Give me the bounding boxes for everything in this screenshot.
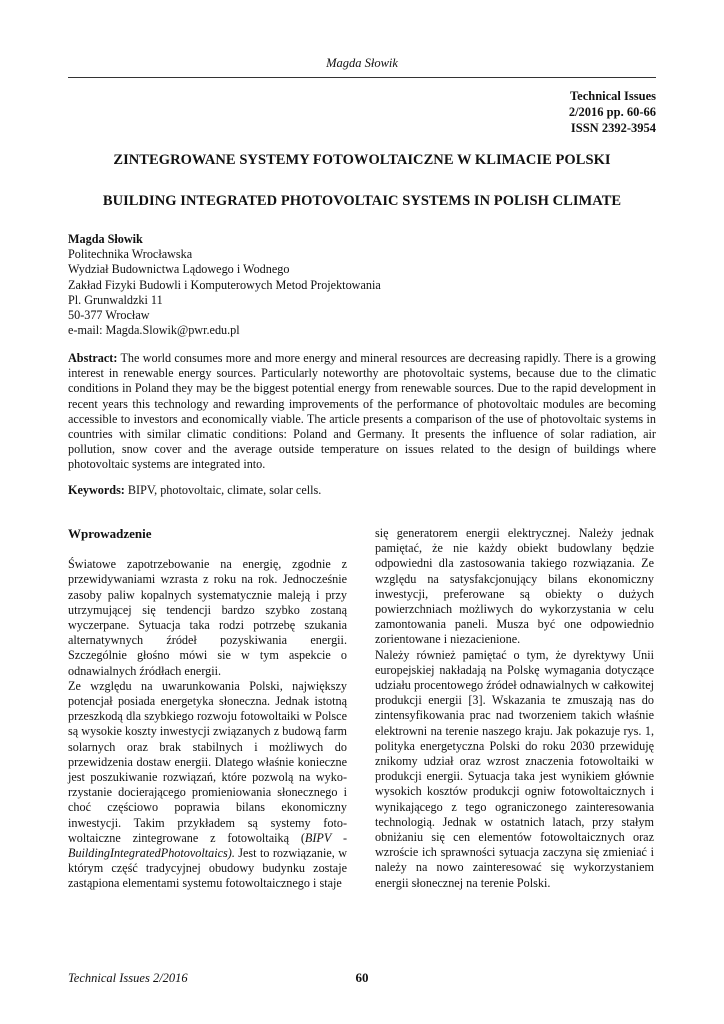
abstract-text: The world consumes more and more energy and mineral resources are decreasing rapidly. There is a growing interest in renewable energy sources. Particularly noteworthy are photovoltaic systems, because due to the climatic conditions in Poland they may be the biggest potential energy from renewable sources. Due to the rapid development in recent years this technology and rewarding improvements of the performance of photovoltaic modules are becoming accessible to investors and economically viable. The article presents a comparison of the use of photovoltaic systems in countries with similar climatic conditions: Poland and Germany. It presents the influence of solar radiation, air pollution, snow cover and the average outside temperature on issues related to the design of buildings where photovoltaic systems are integrated into. — [68, 351, 656, 472]
header-rule — [68, 77, 656, 78]
abstract-label: Abstract: — [68, 351, 118, 365]
footer-journal-issue: Technical Issues 2/2016 — [68, 971, 188, 985]
author-email: e-mail: Magda.Slowik@pwr.edu.pl — [68, 323, 240, 338]
paragraph: Światowe zapotrzebowanie na energię, zgodnie z przewidywaniami wzrasta z roku na rok. Jednocześnie zasoby paliw kopalnych systematycznie maleją i przy utrzymującej się tendencji bardzo szybko zostaną wyczerpane. Sytuacja taka rodzi potrzebę szukania alternatywnych źródeł pozyskiwania energii. Szczególnie głośno mówi sie w tym aspekcie o odnawialnych źródłach energii. — [68, 557, 347, 678]
paragraph: Należy również pamiętać o tym, że dyrektywy Unii europejskiej nakładają na Polskę wymagania dotyczące udziału procentowego źródeł odnawialnych w całkowitej produkcji energii [3]. Wskazania te zmuszają nas do zintensyfikowania prac nad tworzeniem takich właśnie elektrowni na terenie naszego kraju. Jak pokazuje rys. 1, polityka energetyczna Polski do roku 2030 przewiduję znikomy udział oraz wzrost znaczenia fotowoltaiki w produkcji energii. Sytuacja taka jest wynikiem głównie wysokich kosztów produkcji ogniw fotowoltaicznych i wynikającego z tego ograniczonego zainteresowania technologią. Jednak w ostatnich latach, przy stałym obniżaniu się cen elementów fotowoltaicznych oraz wzroście ich sprawności sytuacja zaczyna się zmieniać i należy na nowo zainteresować się wykorzystaniem energii słonecznej na terenie Polski. — [375, 647, 654, 890]
page-number: 60 — [355, 970, 369, 985]
affiliation-line: Wydział Budownictwa Lądowego i Wodnego — [68, 262, 290, 277]
author-name: Magda Słowik — [68, 232, 143, 246]
running-head: Magda Słowik — [326, 56, 398, 70]
paragraph-text: Ze względu na uwarunkowania Polski, największy potencjał posiada energetyka słoneczna. Jednak istotną przeszkodą dla szybkiego rozwoju fotowoltaiki w Polsce są wysokie koszty inwestycji związanych z budową farm solarnych oraz brak stabilnych i możliwych do przewidzenia dostaw energii. Dlatego właśnie konieczne jest poszukiwanie rozwiązań, które pozwolą na wyko-rzystanie docierającego promieniowania słonecznego i choć częściowo poprawia bilans ekonomiczny inwestycji. Takim przykładem są systemy foto-woltaiczne zintegrowane z fotowoltaiką ( — [68, 678, 347, 845]
keywords — [68, 483, 656, 498]
affiliation-line: Politechnika Wrocławska — [68, 247, 193, 262]
paragraph-italic: BIPV - BuildingIntegratedPhotovoltaics). — [68, 830, 348, 861]
abstract — [68, 351, 656, 473]
section-heading: Wprowadzenie — [68, 526, 152, 541]
affiliation-line: 50-377 Wrocław — [68, 308, 150, 323]
paragraph-text: Jest to rozwiązanie, w którym część tradycyjnej obudowy budynku zostaje zastąpiona elementami systemu fotowoltaicznego i staje — [68, 846, 347, 891]
affiliation-line: Pl. Grunwaldzki 11 — [68, 292, 163, 307]
journal-issue: 2/2016 pp. 60-66 — [568, 105, 656, 119]
keywords-label: Keywords: — [68, 483, 125, 497]
affiliation-line: Zakład Fizyki Budowli i Komputerowych Metod Projektowania — [68, 277, 381, 292]
journal-issn: ISSN 2392-3954 — [570, 121, 656, 135]
right-column — [375, 526, 654, 891]
journal-info — [569, 88, 656, 136]
author-block — [68, 232, 381, 338]
keywords-text: BIPV, photovoltaic, climate, solar cells. — [127, 483, 322, 497]
paragraph: się generatorem energii elektrycznej. Należy jednak pamiętać, że nie każdy obiekt budowlany będzie odpowiedni dla zastosowania takiego rozwiązania. Ze względu na satysfakcjonujący bilans ekonomiczny inwestycji, preferowane są obiekty o dużych powierzchniach możliwych do wykorzystania w celu zamontowania paneli. Musza być one odpowiednio zorientowane i niezacienione. — [375, 526, 654, 647]
journal-name: Technical Issues — [569, 89, 656, 103]
title-english: BUILDING INTEGRATED PHOTOVOLTAIC SYSTEMS IN POLISH CLIMATE — [102, 193, 622, 209]
title-polish: ZINTEGROWANE SYSTEMY FOTOWOLTAICZNE W KLIMACIE POLSKI — [113, 152, 611, 168]
paragraph — [68, 679, 347, 892]
left-column — [68, 526, 347, 892]
